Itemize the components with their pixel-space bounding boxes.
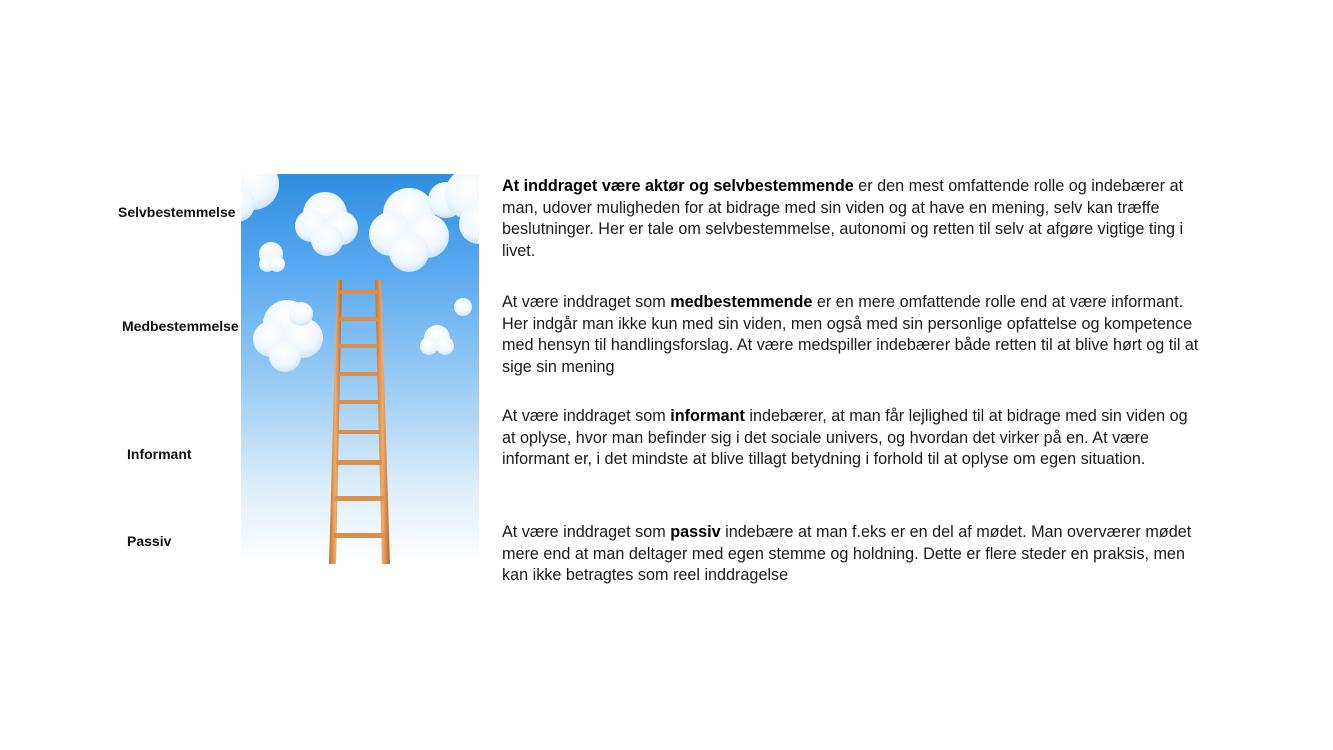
- paragraph-term: passiv: [670, 523, 721, 541]
- level-label-medbestemmelse: Medbestemmelse: [122, 318, 239, 334]
- level-label-passiv: Passiv: [127, 533, 172, 549]
- cloud-icon: [241, 174, 479, 564]
- paragraph-informant: [502, 406, 1202, 471]
- paragraph-term: medbestemmende: [670, 293, 813, 311]
- paragraph-text: At være inddraget som: [502, 523, 671, 541]
- ladder-icon: [329, 280, 390, 564]
- paragraph-passiv: [502, 522, 1202, 587]
- paragraph-term: At inddraget være aktør og selvbestemmende: [502, 177, 854, 195]
- sky-ladder-illustration: [241, 174, 479, 564]
- level-label-informant: Informant: [127, 446, 192, 462]
- paragraph-text: er en mere omfattende rolle end at være informant. Her indgår man ikke kun med sin viden, men også med sin personlige opfattelse og kompetence med hensyn til handlingsforslag. At være medspiller indebærer både retten til at blive hørt og til at sige sin mening: [502, 293, 1199, 376]
- paragraph-text: er den mest omfattende rolle og indebærer at man, udover muligheden for at bidrage med sin viden og at have en mening, selv kan træffe beslutninger. Her er tale om selvbestemmelse, autonomi og retten til selv at afgøre vigtige ting i livet.: [502, 177, 1184, 260]
- level-label-selvbestemmelse: Selvbestemmelse: [118, 204, 236, 220]
- paragraph-term: informant: [670, 407, 745, 425]
- paragraph-text: indebærer, at man får lejlighed til at bidrage med sin viden og at oplyse, hvor man befinder sig i det sociale univers, og hvordan det virker på en. At være informant er, i det mindste at blive tillagt betydning i forhold til at oplyse om egen situation.: [502, 407, 1188, 468]
- paragraph-text: indebære at man f.eks er en del af mødet. Man overværer mødet mere end at man deltager med egen stemme og holdning. Dette er flere steder en praksis, men kan ikke betragtes som reel inddragelse: [502, 523, 1192, 584]
- paragraph-text: At være inddraget som: [502, 293, 671, 311]
- paragraph-aktoer: [502, 176, 1202, 262]
- paragraph-text: At være inddraget som: [502, 407, 671, 425]
- paragraph-medbestemmende: [502, 292, 1202, 378]
